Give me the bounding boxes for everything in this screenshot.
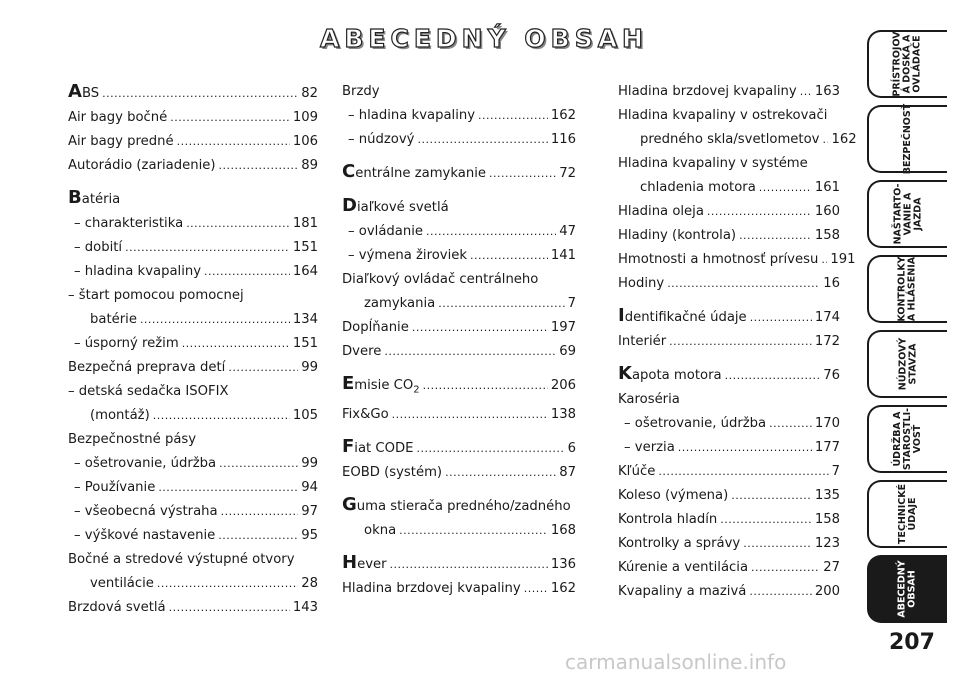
page-ref: 123 [814,536,840,551]
page-ref: 76 [823,368,840,383]
page-ref: 191 [830,252,856,267]
entry-label: (montáž) [90,408,150,423]
entry-label: Hladina brzdovej kvapaliny [618,84,797,99]
dot-leader [524,579,548,599]
page-ref: 105 [292,408,318,423]
index-entry [68,130,318,154]
heading-initial: G [342,493,357,515]
dot-leader [739,226,812,246]
heading-rest: BS [81,86,100,101]
entry-label: Hladiny (kontrola) [618,228,737,243]
entry-label: Koleso (výmena) [618,488,729,503]
page-ref: 87 [559,464,576,480]
page-ref: 134 [292,312,318,327]
entry-label [68,82,99,104]
entry-label: Interiér [618,334,667,349]
entry-label: – charakteristika [74,216,184,231]
chapter-tab-label: NÚDZOVÝ STAVZA [897,337,918,391]
entry-label: Hladina oleja [618,204,704,219]
page-ref: 116 [550,132,576,147]
chapter-tab[interactable] [867,30,947,98]
index-entry [618,272,840,296]
dot-leader [416,439,564,459]
heading-rest: ever [357,556,387,572]
index-entry [618,508,840,532]
chapter-tab[interactable] [867,405,947,473]
entry-label: – verzia [624,440,675,455]
entry-label: – všeobecná výstraha [74,504,218,519]
entry-label: – hladina kvapaliny [74,264,202,279]
page-ref: 7 [831,464,840,479]
index-entry [68,356,318,380]
page-ref: 158 [814,512,840,527]
page-ref: 151 [292,240,318,255]
page-ref: 181 [292,216,318,231]
page-ref: 168 [550,522,576,538]
index-entry [618,248,856,272]
index-entry-label: Brzdy [342,84,380,99]
dot-leader [426,222,556,242]
dot-leader [731,486,812,506]
index-entry [342,104,576,128]
heading-rest: misie CO [354,378,414,393]
heading-initial: F [342,435,355,457]
page-title: ABECEDNÝ OBSAH [320,24,648,53]
index-entry-label: – detská sedačka ISOFIX [68,384,229,399]
entry-label: Hladina brzdovej kvapaliny [342,580,521,596]
dot-leader [182,334,290,354]
dot-leader [667,274,820,294]
heading-initial: H [342,551,358,573]
dot-leader [751,558,820,578]
index-entry [68,524,318,548]
index-entry [68,500,318,524]
heading-rest: entrálne zamykanie [355,166,486,181]
heading-rest: dentifikačné údaje [624,310,747,325]
chapter-tab-label: NAŠTARTO- VANIE A JAZDA [892,183,923,245]
dot-leader [759,178,812,198]
page-ref: 177 [814,440,840,455]
page-ref: 151 [292,336,318,351]
index-entry [618,176,840,200]
page-ref: 99 [301,456,318,471]
chapter-tab[interactable] [867,330,947,398]
index-entry [68,106,318,130]
index-entry-label: Hladina kvapaliny v systéme [618,156,808,171]
index-entry [68,476,318,500]
dot-leader [417,130,547,150]
page-ref: 161 [814,180,840,195]
chapter-tab-label: TECHNICKÉ ÚDAJE [896,483,918,545]
dot-leader [102,84,298,104]
index-entry [342,340,576,364]
index-entry [68,596,318,620]
entry-label [342,162,486,184]
page-ref: 89 [301,158,318,173]
chapter-tab-label: ABECEDNÝ OBSAH [896,560,918,618]
page-ref: 164 [292,264,318,279]
page-ref: 47 [559,224,576,239]
entry-label: – núdzový [348,132,415,147]
index-entry [618,362,840,388]
entry-label: Dopĺňanie [342,320,409,335]
index-entry [68,80,318,106]
entry-label: Kľúče [618,464,656,479]
index-entry [618,532,840,556]
dot-leader [749,582,811,602]
entry-label: zamykania [364,296,436,311]
entry-label: Kvapaliny a mazivá [618,584,747,599]
entry-label: – dobití [74,240,123,255]
heading-initial: C [342,161,356,182]
dot-leader [219,156,299,176]
page-ref: 158 [814,228,840,243]
page-ref: 170 [814,416,840,431]
entry-label: Brzdová svetlá [68,600,166,615]
chapter-tab-label: PRÍSTROJOV Á DOSKA A OVLÁDAČE [891,31,923,97]
index-column-1 [68,80,318,620]
index-column-3 [618,80,857,604]
index-entry [68,236,318,260]
heading-rest: atéria [81,192,121,207]
entry-label: – Používanie [74,480,156,495]
page-ref: 27 [823,560,840,575]
heading-rest: iaľkové svetlá [356,200,449,215]
index-entry [342,292,576,316]
index-entry-label: Hladina kvapaliny v ostrekovači [618,108,828,123]
index-entry [68,332,318,356]
page-ref: 162 [550,580,576,596]
index-entry [618,436,840,460]
index-entry [618,556,840,580]
page-ref: 200 [814,584,840,599]
dot-leader [669,332,812,352]
index-entry [68,404,318,428]
heading-initial: I [618,305,625,326]
watermark: carmanualsonline.info [565,650,787,674]
entry-label: batérie [90,312,137,327]
chapter-tab[interactable] [867,480,947,548]
entry-label: Kúrenie a ventilácia [618,560,749,575]
heading-initial: E [342,373,355,394]
page-ref: 136 [550,556,576,572]
entry-label: – výškové nastavenie [74,528,216,543]
dot-leader [392,405,548,425]
index-entry-label: Bočné a stredové výstupné otvory [68,552,295,567]
index-entry [342,519,576,543]
dot-leader [800,82,812,102]
index-entry [618,200,840,224]
index-heading [68,186,318,212]
index-entry [68,260,318,284]
entry-label: Air bagy predné [68,134,174,149]
page-ref: 69 [559,344,576,359]
page-ref: 143 [292,600,318,615]
page-ref: 7 [567,296,576,311]
chapter-tab[interactable] [867,105,947,173]
index-heading [342,194,576,220]
page-ref: 160 [814,204,840,219]
dot-leader [204,262,290,282]
dot-leader [707,202,812,222]
entry-label: – výmena žiroviek [348,248,467,263]
entry-label [342,553,387,575]
index-entry [618,304,840,330]
index-entry [342,316,576,340]
entry-label: Air bagy bočné [68,110,168,125]
page-ref: 28 [301,576,318,591]
dot-leader [125,238,290,258]
entry-label [618,364,722,386]
entry-label: Dvere [342,344,382,359]
dot-leader [157,574,298,594]
entry-label: okna [364,522,397,538]
dot-leader [390,555,548,575]
heading-initial: D [342,195,357,216]
heading-initial: B [68,187,82,208]
index-entry [68,572,318,596]
subscript: 2 [413,384,420,396]
page-ref: 16 [823,276,840,291]
index-entry [342,461,576,485]
page-ref: 99 [301,360,318,375]
index-entry [618,484,840,508]
heading-initial: A [68,81,82,102]
entry-label: Fix&Go [342,406,389,422]
dot-leader [478,106,548,126]
dot-leader [438,294,564,314]
page-ref: 206 [550,378,576,393]
dot-leader [821,250,827,270]
entry-label: Kontrolky a správy [618,536,741,551]
index-entry-label: Karoséria [618,392,680,407]
dot-leader [399,521,548,541]
index-column-2 [342,80,576,601]
index-entry [342,244,576,268]
index-entry-label: Bezpečnostné pásy [68,432,197,447]
chapter-tab[interactable] [867,180,947,248]
page-ref: 197 [550,320,576,335]
dot-leader [725,366,821,386]
page-number: 207 [889,630,935,655]
dot-leader [423,376,548,396]
dot-leader [743,534,812,554]
index-entry [618,128,857,152]
dot-leader [177,132,290,152]
entry-label: Bezpečná preprava detí [68,360,226,375]
index-entry [618,580,840,604]
page-ref: 6 [567,440,576,456]
index-entry [342,551,576,577]
dot-leader [169,598,290,618]
entry-label: Hodiny [618,276,665,291]
dot-leader [228,358,298,378]
page-ref: 72 [559,166,576,181]
dot-leader [186,214,290,234]
dot-leader [470,246,548,266]
dot-leader [822,130,828,150]
entry-label: – ošetrovanie, údržba [74,456,217,471]
page-ref: 141 [550,248,576,263]
index-entry-label: – štart pomocou pomocnej [68,288,244,303]
heading-rest: uma stierača predného/zadného [356,498,571,514]
page-ref: 138 [550,406,576,422]
dot-leader [140,310,290,330]
dot-leader [678,438,812,458]
entry-label: Hmotnosti a hmotnosť prívesu [618,252,819,267]
entry-label [342,437,413,459]
page-ref: 109 [292,110,318,125]
index-entry [618,80,840,104]
heading-rest: apota motora [631,368,722,383]
page-ref: 82 [301,86,318,101]
dot-leader [218,526,298,546]
page-ref: 95 [301,528,318,543]
index-entry [618,224,840,248]
entry-label: Kontrola hladín [618,512,718,527]
dot-leader [384,342,556,362]
dot-leader [219,454,298,474]
index-entry [618,330,840,354]
index-entry [68,154,318,178]
dot-leader [412,318,548,338]
index-entry [342,372,576,403]
page-ref: 135 [814,488,840,503]
index-entry [342,403,576,427]
dot-leader [750,308,812,328]
page-ref: 174 [814,310,840,325]
entry-label: EOBD (systém) [342,464,443,480]
entry-label: – úsporný režim [74,336,179,351]
page-ref: 94 [301,480,318,495]
entry-label: Autorádio (zariadenie) [68,158,216,173]
dot-leader [769,414,812,434]
chapter-tab-label: ÚDRŽBA A STAROSTLI- VOSŤ [892,407,923,471]
page-ref: 162 [831,132,857,147]
entry-label [618,306,747,328]
page-ref: 172 [814,334,840,349]
heading-rest: iat CODE [354,440,414,456]
entry-label: ventilácie [90,576,154,591]
entry-label: predného skla/svetlometov [640,132,820,147]
dot-leader [158,478,298,498]
entry-label: chladenia motora [640,180,756,195]
page-ref: 106 [292,134,318,149]
chapter-tab[interactable] [867,255,947,323]
index-entry [68,212,318,236]
page-ref: 97 [301,504,318,519]
page-ref: 162 [550,108,576,123]
index-entry [342,577,576,601]
entry-label: – ovládanie [348,224,423,239]
dot-leader [658,462,828,482]
dot-leader [445,463,556,483]
chapter-tab-label: BEZPEČNOSŤ [902,103,913,175]
index-heading [342,493,576,519]
chapter-tab-label: KONTROLKY A HLÁSENIA [896,256,918,322]
chapter-tab[interactable] [867,555,947,623]
page-ref: 163 [814,84,840,99]
dot-leader [489,164,556,184]
entry-label: – ošetrovanie, údržba [624,416,767,431]
dot-leader [170,108,290,128]
index-entry [68,452,318,476]
entry-label [342,374,420,401]
index-entry [618,460,840,484]
dot-leader [720,510,812,530]
index-entry [342,160,576,186]
index-entry-label: Diaľkový ovládač centrálneho [342,272,539,287]
heading-initial: K [618,363,632,384]
entry-label: – hladina kvapaliny [348,108,476,123]
index-entry [618,412,840,436]
index-entry [342,128,576,152]
index-entry [342,435,576,461]
index-entry [68,308,318,332]
index-entry [342,220,576,244]
dot-leader [153,406,290,426]
dot-leader [221,502,299,522]
